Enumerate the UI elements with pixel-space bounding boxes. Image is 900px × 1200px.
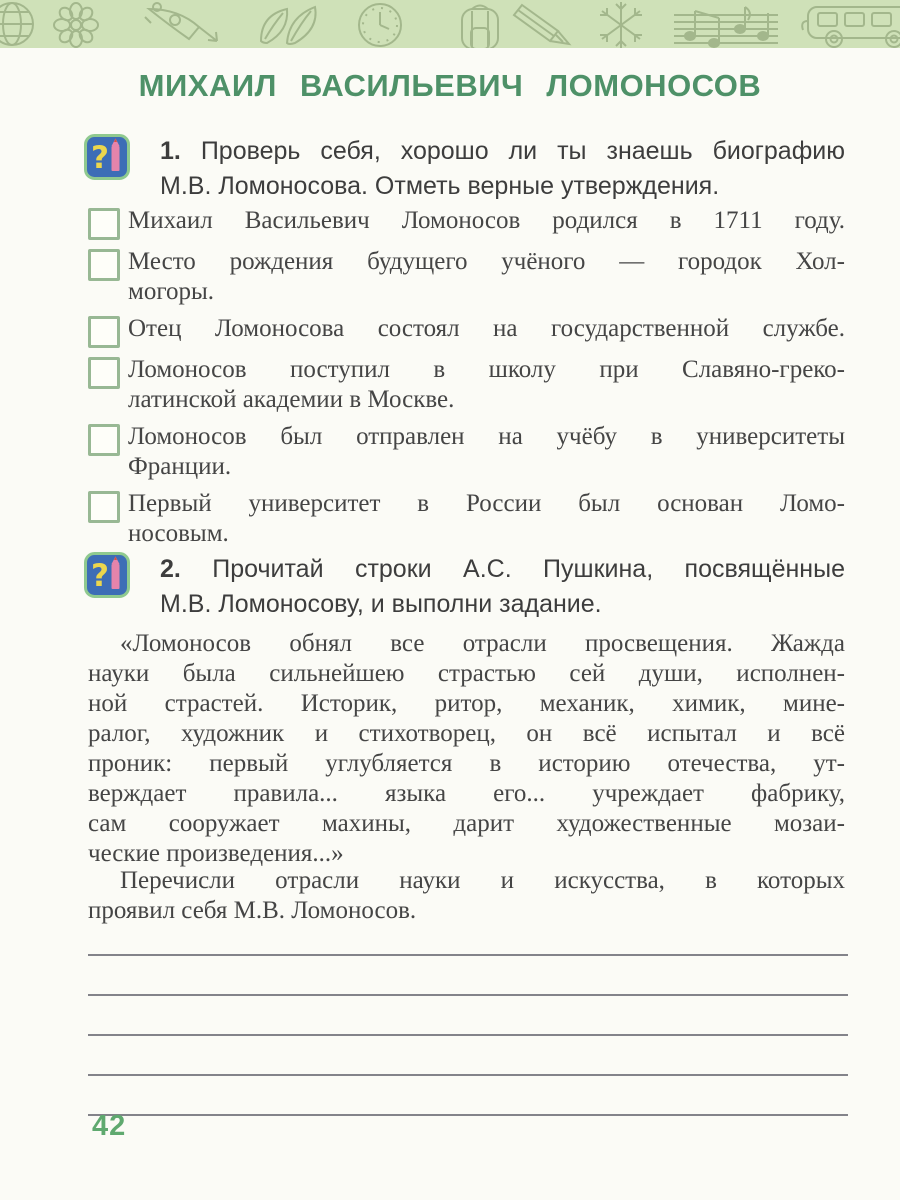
- text-line: науки была сильнейшею страстью сей души, исполнен-: [88, 660, 845, 687]
- text-line: Михаил Васильевич Ломоносов родился в 1711 году.: [128, 207, 845, 234]
- statement-text: [128, 314, 845, 344]
- text-line: проявил себя М.В. Ломоносов.: [88, 897, 417, 924]
- statement-list: [88, 206, 845, 556]
- statement-row: [88, 247, 845, 307]
- statement-text: [128, 355, 845, 415]
- statement-row: [88, 206, 845, 240]
- clock-icon: [350, 1, 410, 48]
- text-line: Первый университет в России был основан Ломо-: [128, 490, 845, 517]
- task-2-header: [84, 552, 845, 622]
- text-line: ческие произведения...»: [88, 840, 344, 867]
- bus-icon: [800, 1, 900, 48]
- text-line: Ломоносов поступил в школу при Славяно-греко-: [128, 356, 845, 383]
- svg-text:?: ?: [91, 558, 109, 594]
- text-line: латинской академии в Москве.: [128, 386, 455, 413]
- pen-icon: [506, 1, 578, 48]
- answer-lines: [88, 916, 848, 1116]
- leaves-icon: [253, 1, 333, 48]
- text-line: Место рождения будущего учёного — городок Хол-: [128, 248, 845, 275]
- text-line: «Ломоносов обнял все отрасли просвещения. Жажда: [120, 630, 845, 657]
- text-line: 1. Проверь себя, хорошо ли ты знаешь биографию: [160, 137, 845, 165]
- question-pencil-icon: [84, 552, 130, 598]
- text-line: Франции.: [128, 453, 232, 480]
- text-line: ралог, художник и стихотворец, он всё испытал и всё: [88, 720, 845, 747]
- answer-line[interactable]: [88, 996, 848, 1036]
- statement-text: [128, 247, 845, 307]
- svg-text:?: ?: [91, 140, 109, 176]
- text-line: ной страстей. Историк, ритор, механик, химик, мине-: [88, 690, 845, 717]
- snowflake-icon: [588, 1, 654, 48]
- text-line: могоры.: [128, 278, 214, 305]
- decorative-header-band: [0, 0, 900, 48]
- question-pencil-icon: [84, 134, 130, 180]
- answer-line[interactable]: [88, 916, 848, 956]
- answer-line[interactable]: [88, 956, 848, 996]
- statement-text: [128, 206, 845, 236]
- text-line: М.В. Ломоносову, и выполни задание.: [160, 590, 602, 618]
- text-line: Перечисли отрасли науки и искусства, в которых: [120, 867, 845, 894]
- flower-icon: [38, 1, 114, 48]
- text-line: М.В. Ломоносова. Отметь верные утверждения.: [160, 172, 720, 200]
- answer-line[interactable]: [88, 1076, 848, 1116]
- statement-row: [88, 489, 845, 549]
- task-2-instruction: [160, 552, 845, 622]
- statement-row: [88, 355, 845, 415]
- statement-checkbox[interactable]: [88, 316, 120, 348]
- music-notes-icon: [670, 1, 782, 48]
- task-1-instruction: [160, 134, 845, 204]
- statement-checkbox[interactable]: [88, 424, 120, 456]
- quote-paragraph: [88, 629, 845, 869]
- text-line: верждает правила... языка его... учреждает фабрику,: [88, 780, 845, 807]
- statement-text: [128, 489, 845, 549]
- task-number: 2.: [160, 555, 181, 583]
- answer-line[interactable]: [88, 1036, 848, 1076]
- statement-checkbox[interactable]: [88, 208, 120, 240]
- rocket-icon: [135, 1, 230, 48]
- text-line: Отец Ломоносова состоял на государственной службе.: [128, 315, 845, 342]
- text-line: 2. Прочитай строки А.С. Пушкина, посвящённые: [160, 555, 845, 583]
- task-1-header: [84, 134, 845, 204]
- text-line: Ломоносов был отправлен на учёбу в университеты: [128, 423, 845, 450]
- text-line: проник: первый углубляется в историю отечества, ут-: [88, 750, 845, 777]
- statement-row: [88, 314, 845, 348]
- text-line: сам сооружает махины, дарит художественные мозаи-: [88, 810, 845, 837]
- page-number: 42: [92, 1110, 127, 1142]
- text-line: носовым.: [128, 520, 229, 547]
- task-number: 1.: [160, 137, 181, 165]
- statement-checkbox[interactable]: [88, 249, 120, 281]
- statement-checkbox[interactable]: [88, 491, 120, 523]
- backpack-icon: [450, 1, 510, 48]
- statement-row: [88, 422, 845, 482]
- statement-checkbox[interactable]: [88, 357, 120, 389]
- page-title: МИХАИЛ ВАСИЛЬЕВИЧ ЛОМОНОСОВ: [138, 68, 762, 103]
- statement-text: [128, 422, 845, 482]
